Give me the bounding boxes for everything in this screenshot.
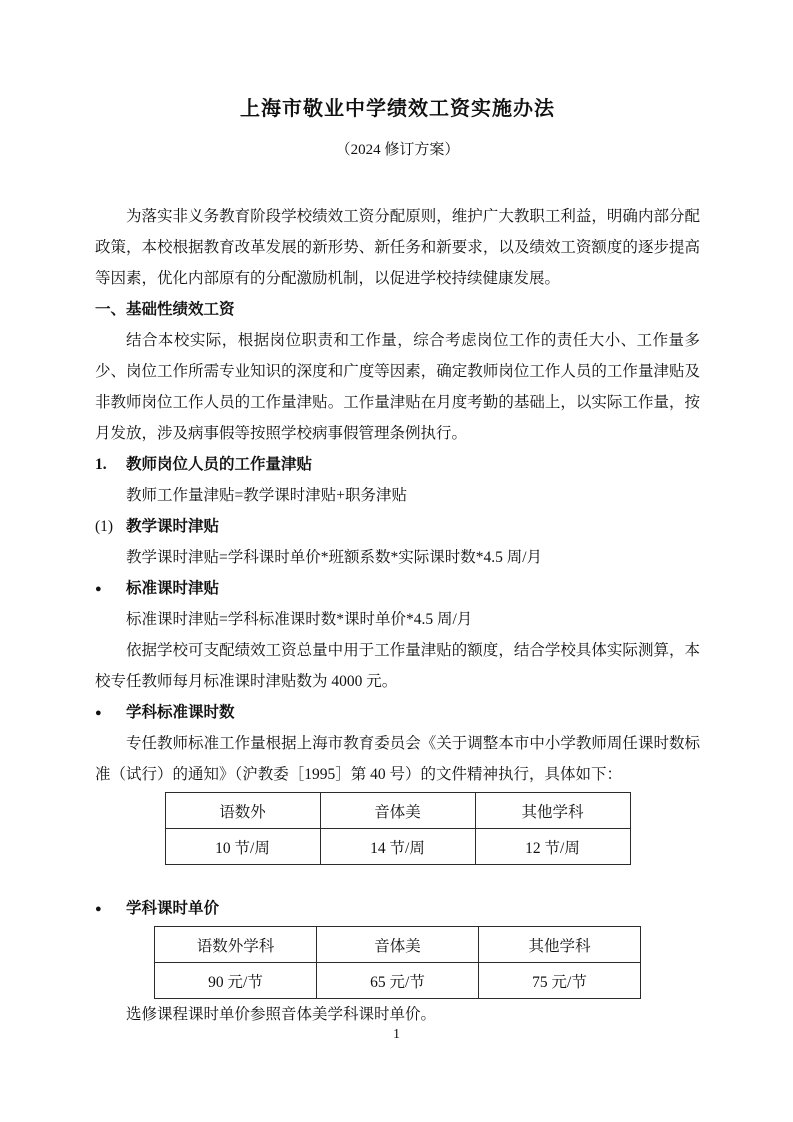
- section-heading-basic-performance-pay: 一、基础性绩效工资: [95, 301, 235, 318]
- formula-standard-hour: 标准课时津贴=学科标准课时数*课时单价*4.5 周/月: [126, 611, 473, 628]
- numbered-item-teacher-workload-allowance: [95, 449, 700, 480]
- formula-teacher-workload: 教师工作量津贴=教学课时津贴+职务津贴: [126, 487, 407, 504]
- numbered-item-heading: 教师岗位人员的工作量津贴: [126, 456, 313, 473]
- bullet-item-subject-hour-price: [95, 893, 700, 924]
- elective-price-note: 选修课程课时单价参照音体美学科课时单价。: [126, 1006, 437, 1023]
- bullet-item-standard-hours-per-subject: [95, 697, 700, 728]
- list-number: 1.: [95, 456, 107, 473]
- bullet-item-heading: 标准课时津贴: [126, 580, 220, 597]
- section-body-paragraph: 结合本校实际，根据岗位职责和工作量，综合考虑岗位工作的责任大小、工作量多少、岗位工作所需专业知识的深度和广度等因素，确定教师岗位工作人员的工作量津贴及非教师岗位工作人员的工作量津贴。工作量津贴在月度考勤的基础上，以实际工作量，按月发放，涉及病事假等按照学校病事假管理条例执行。: [95, 332, 700, 442]
- standard-hour-note: 依据学校可支配绩效工资总量中用于工作量津贴的额度，结合学校具体实际测算，本校专任教师每月标准课时津贴数为 4000 元。: [95, 642, 700, 690]
- table-data-cell: 12 节/周: [475, 829, 630, 865]
- table-header-cell: 语数外学科: [155, 927, 317, 963]
- bullet-icon: ●: [95, 707, 102, 719]
- bullet-icon: ●: [95, 583, 102, 595]
- page-number: 1: [393, 1027, 400, 1042]
- list-number: (1): [95, 518, 114, 535]
- document-subtitle: （2024 修订方案）: [335, 142, 460, 158]
- table-header-row: [165, 793, 630, 829]
- table-header-cell: 其他学科: [475, 793, 630, 829]
- intro-paragraph: 为落实非义务教育阶段学校绩效工资分配原则，维护广大教职工利益，明确内部分配政策，本校根据教育改革发展的新形势、新任务和新要求，以及绩效工资额度的逐步提高等因素，优化内部原有的分配激励机制，以促进学校持续健康发展。: [95, 208, 700, 287]
- table-header-cell: 音体美: [317, 927, 479, 963]
- bullet-item-heading: 学科标准课时数: [126, 704, 235, 721]
- bullet-icon: ●: [95, 903, 102, 915]
- table-header-cell: 其他学科: [479, 927, 641, 963]
- table-data-cell: 10 节/周: [165, 829, 320, 865]
- formula-teaching-hour: 教学课时津贴=学科课时单价*班额系数*实际课时数*4.5 周/月: [126, 549, 543, 566]
- table-data-cell: 65 元/节: [317, 963, 479, 999]
- table-header-cell: 音体美: [320, 793, 475, 829]
- table-data-row: [155, 963, 641, 999]
- standard-hours-table: [165, 792, 631, 865]
- table-data-row: [165, 829, 630, 865]
- table-data-cell: 90 元/节: [155, 963, 317, 999]
- sub-item-teaching-hour-allowance: [95, 511, 700, 542]
- sub-item-heading: 教学课时津贴: [126, 518, 220, 535]
- table-header-row: [155, 927, 641, 963]
- bullet-item-heading: 学科课时单价: [126, 900, 220, 917]
- hour-price-table: [154, 926, 641, 999]
- bullet-item-standard-hour-allowance: [95, 573, 700, 604]
- table-data-cell: 14 节/周: [320, 829, 475, 865]
- standard-hours-note: 专任教师标准工作量根据上海市教育委员会《关于调整本市中小学教师周任课时数标准（试行）的通知》（沪教委［1995］第 40 号）的文件精神执行，具体如下：: [95, 735, 700, 783]
- table-data-cell: 75 元/节: [479, 963, 641, 999]
- table-header-cell: 语数外: [165, 793, 320, 829]
- document-title: 上海市敬业中学绩效工资实施办法: [240, 98, 555, 120]
